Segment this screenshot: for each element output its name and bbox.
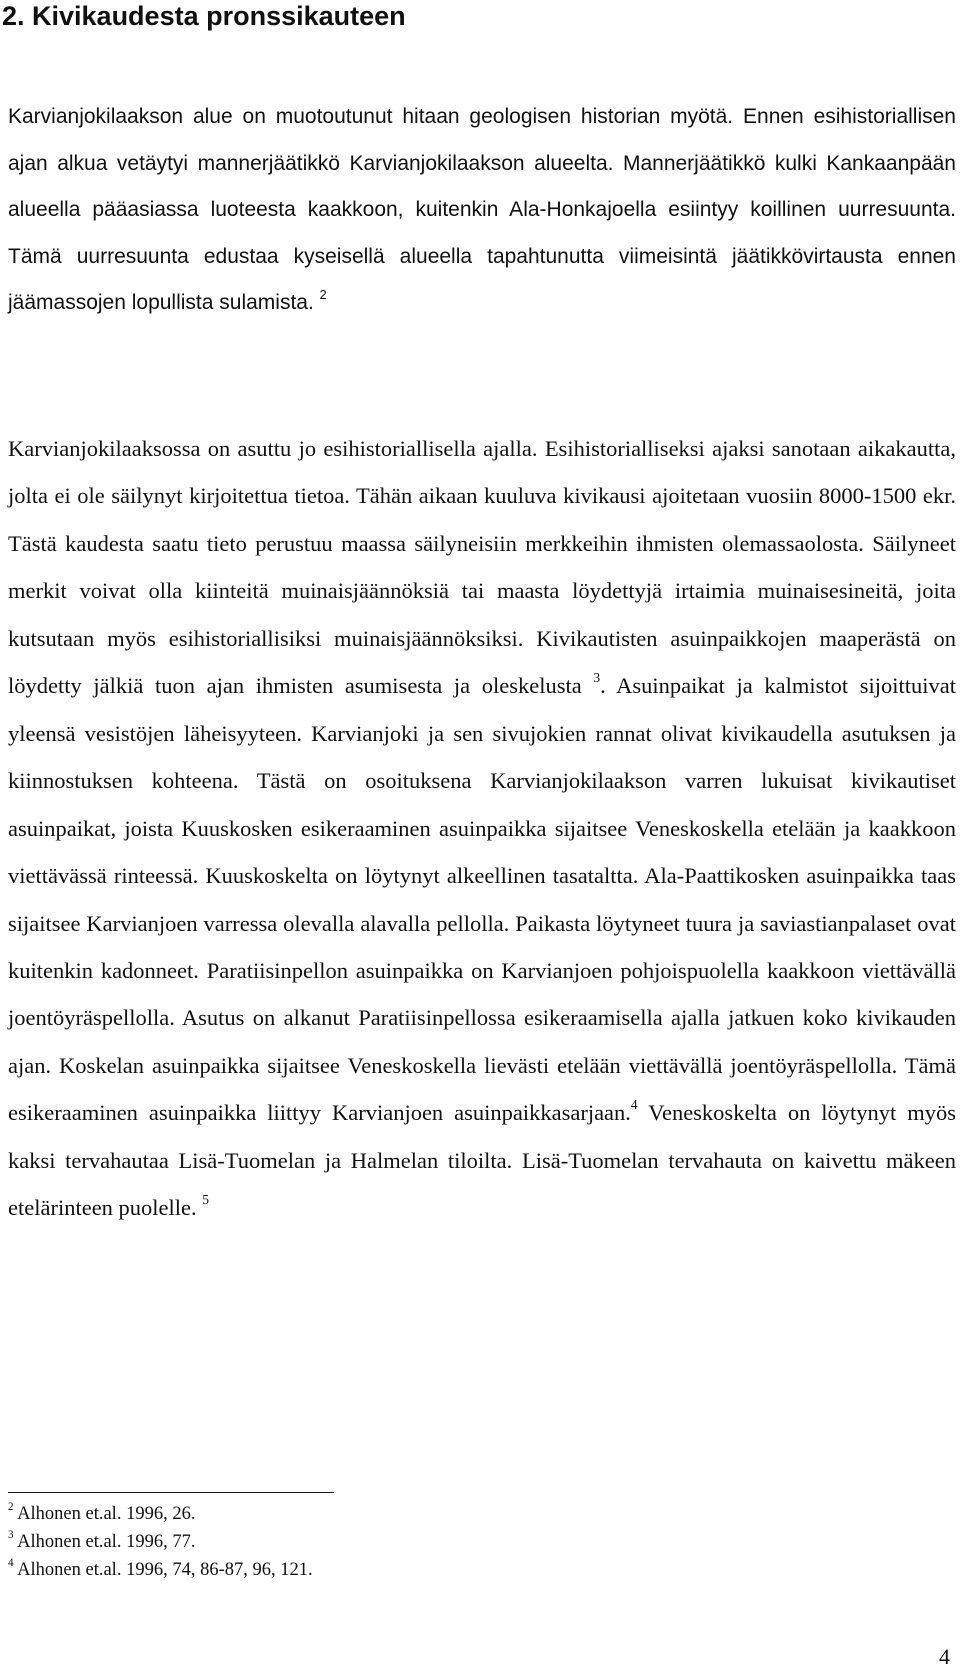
footnote-3 [8, 1528, 608, 1556]
page-number: 4 [939, 1644, 950, 1669]
paragraph-geology-text: Karvianjokilaakson alue on muotoutunut hitaan geologisen historian myötä. Ennen esihistoriallisen ajan alkua vetäytyi mannerjäätikkö Karvianjokilaakson alueelta. Mannerjäätikkö kulki Kankaanpään alueella pääasiassa luoteesta kaakkoon, kuitenkin Ala-Honkajoella esiintyy koillinen uurresuunta. Tämä uurresuunta edustaa kyseisellä alueella tapahtunutta viimeisintä jäätikkövirtausta ennen jäämassojen lopullista sulamista. [8, 105, 956, 315]
chapter-title: 2. Kivikaudesta pronssikauteen [2, 1, 406, 31]
footnote-text: Alhonen et.al. 1996, 77. [17, 1532, 196, 1552]
footnotes-section [8, 1500, 608, 1584]
paragraph-stone-age-part2: . Asuinpaikat ja kalmistot sijoittuivat yleensä vesistöjen läheisyyteen. Karvianjoki ja sen sivujokien rannat olivat kivikaudella asutuksen ja kiinnostuksen kohteena. Tästä on osoituksena Karvianjokilaakson varren lukuisat kivikautiset asuinpaikat, joista Kuuskosken esikeraaminen asuinpaikka sijaitsee Veneskoskella etelään ja kaakkoon viettävässä rinteessä. Kuuskoskelta on löytynyt alkeellinen tasataltta. Ala-Paattikosken asuinpaikka taas sijaitsee Karvianjoen varressa olevalla alavalla pellolla. Paikasta löytyneet tuura ja saviastianpalaset ovat kuitenkin kadonneet. Paratiisinpellon asuinpaikka on Karvianjoen pohjoispuolella kaakkoon viettävällä joentöyräspellolla. Asutus on alkanut Paratiisinpellossa esikeraamisella ajalla jatkuen koko kivikauden ajan. Koskelan asuinpaikka sijaitsee Veneskoskella lievästi etelään viettävällä joentöyräspellolla. Tämä esikeraaminen asuinpaikka liittyy Karvianjoen asuinpaikkasarjaan. [8, 673, 956, 1126]
footnote-number: 3 [8, 1529, 14, 1542]
footnote-number: 2 [8, 1501, 14, 1514]
footnote-text: Alhonen et.al. 1996, 74, 86-87, 96, 121. [17, 1560, 313, 1580]
footnote-2 [8, 1500, 608, 1528]
footnote-ref-4[interactable]: 4 [630, 1097, 638, 1113]
footnote-4 [8, 1556, 608, 1584]
paragraph-geology [8, 94, 956, 327]
footnote-divider [8, 1492, 334, 1493]
paragraph-stone-age-part3: Veneskoskelta on löytynyt myös kaksi tervahautaa Lisä-Tuomelan ja Halmelan tiloilta. Lisä-Tuomelan tervahauta on kaivettu mäkeen etelärinteen puolelle. [8, 1100, 956, 1221]
paragraph-stone-age-part1: Karvianjokilaaksossa on asuttu jo esihistoriallisella ajalla. Esihistorialliseksi ajaksi sanotaan aikakautta, jolta ei ole säilynyt kirjoitettua tietoa. Tähän aikaan kuuluva kivikausi ajoitetaan vuosiin 8000-1500 ekr. Tästä kaudesta saatu tieto perustuu maassa säilyneisiin merkkeihin ihmisten olemassaolosta. Säilyneet merkit voivat olla kiinteitä muinaisjäännöksiä tai maasta löydettyjä irtaimia muinaisesineitä, joita kutsutaan myös esihistoriallisiksi muinaisjäännöksiksi. Kivikautisten asuinpaikkojen maaperästä on löydetty jälkiä tuon ajan ihmisten asumisesta ja oleskelusta [8, 436, 956, 699]
footnote-ref-2[interactable]: 2 [319, 288, 327, 303]
paragraph-stone-age [8, 425, 956, 1232]
footnote-ref-3[interactable]: 3 [593, 670, 601, 686]
footnote-ref-5[interactable]: 5 [202, 1192, 210, 1208]
footnote-text: Alhonen et.al. 1996, 26. [17, 1504, 196, 1524]
footnote-number: 4 [8, 1557, 14, 1570]
